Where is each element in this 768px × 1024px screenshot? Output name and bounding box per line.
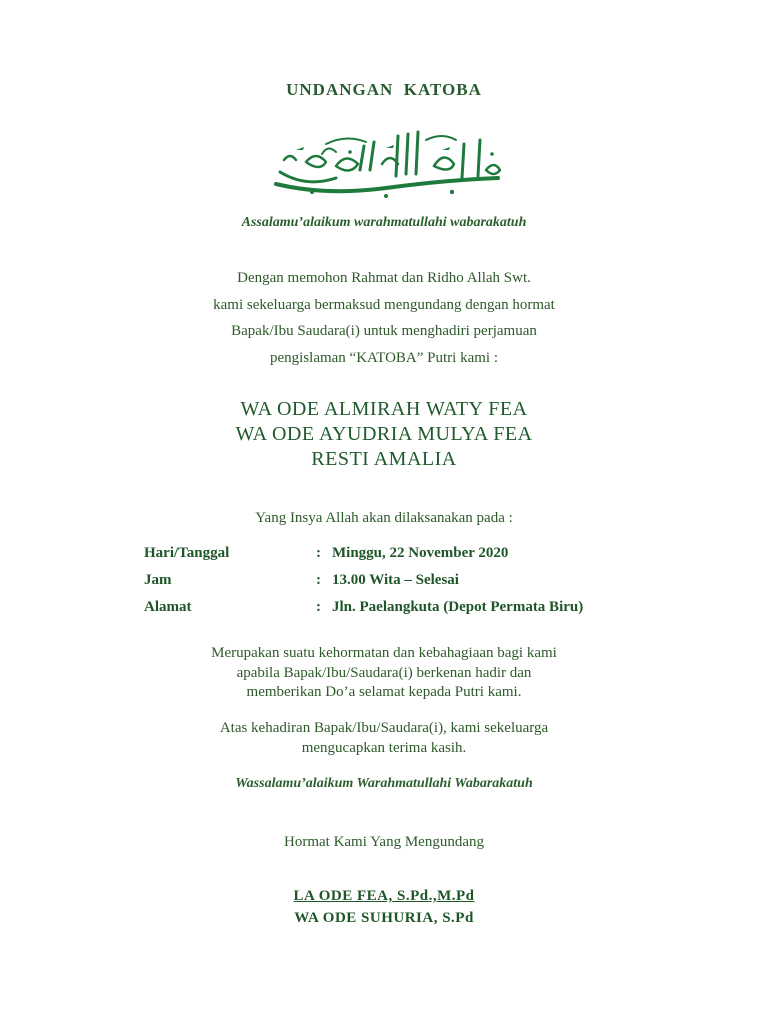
detail-value-address: Jln. Paelangkuta (Depot Permata Biru) [332, 599, 584, 615]
intro-line: pengislaman “KATOBA” Putri kami : [269, 350, 499, 366]
intro-line: kami sekeluarga bermaksud mengundang dengan hormat [213, 297, 555, 313]
honor-line: memberikan Do’a selamat kepada Putri kami. [246, 684, 522, 700]
closing-greeting: Wassalamu’alaikum Warahmatullahi Wabarakatuh [235, 776, 533, 791]
honor-line: apabila Bapak/Ibu/Saudara(i) berkenan hadir dan [236, 665, 532, 681]
honoree-name: WA ODE ALMIRAH WATY FEA [240, 398, 528, 420]
detail-value-time: 13.00 Wita – Selesai [332, 572, 459, 588]
basmala-calligraphy-icon [266, 126, 506, 202]
schedule-intro: Yang Insya Allah akan dilaksanakan pada : [255, 510, 513, 526]
detail-colon: : [316, 545, 321, 561]
detail-value-date: Minggu, 22 November 2020 [332, 545, 509, 561]
sign-off: Hormat Kami Yang Mengundang [284, 834, 484, 850]
honoree-name: RESTI AMALIA [311, 448, 457, 470]
honoree-name: WA ODE AYUDRIA MULYA FEA [235, 423, 533, 445]
detail-label-address: Alamat [144, 599, 192, 615]
opening-greeting: Assalamu’alaikum warahmatullahi wabarakatuh [241, 215, 527, 230]
signatory-name: WA ODE SUHURIA, S.Pd [294, 910, 474, 926]
thanks-line: Atas kehadiran Bapak/Ibu/Saudara(i), kami sekeluarga [219, 720, 549, 736]
document-title: UNDANGAN KATOBA [286, 80, 482, 99]
signatory-name: LA ODE FEA, S.Pd.,M.Pd [293, 888, 475, 904]
honor-line: Merupakan suatu kehormatan dan kebahagiaan bagi kami [211, 645, 557, 661]
intro-line: Bapak/Ibu Saudara(i) untuk menghadiri perjamuan [231, 323, 537, 339]
detail-label-date: Hari/Tanggal [144, 545, 230, 561]
detail-label-time: Jam [144, 572, 172, 588]
thanks-line: mengucapkan terima kasih. [301, 740, 467, 756]
detail-colon: : [316, 599, 321, 615]
intro-line: Dengan memohon Rahmat dan Ridho Allah Swt. [237, 270, 531, 286]
detail-colon: : [316, 572, 321, 588]
